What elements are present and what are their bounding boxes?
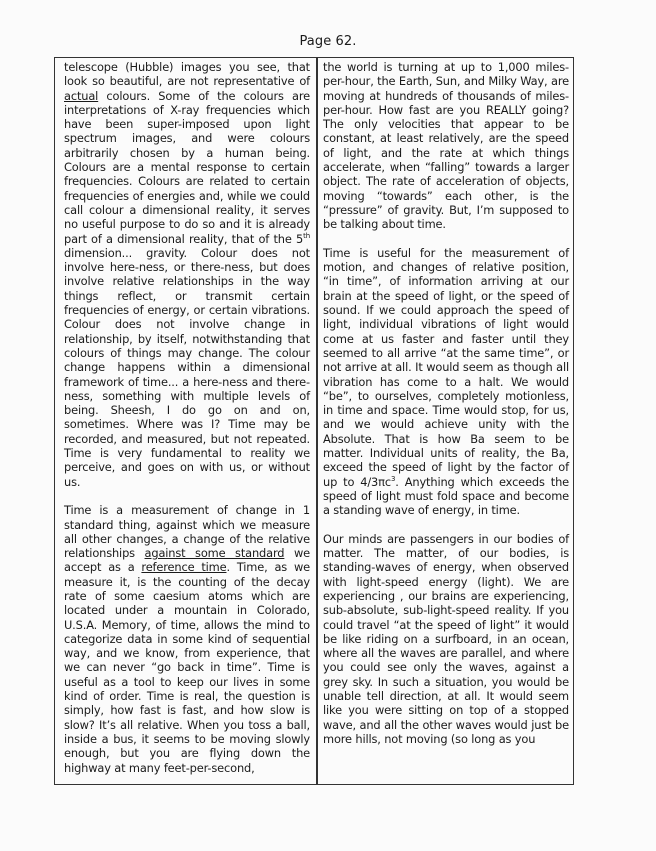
paragraph-velocities: the world is turning at up to 1,000 miles-per-hour, the Earth, Sun, and Milky Way, are moving at hundreds of thousands of miles-per-hour. How fast are you REALLY going? The only velocities that appear to be constant, at least relatively, are the speed of light, and the rate at which things accelerate, when “falling” towards a larger object. The rate of acceleration of objects, moving “towards” each other, is the “pressure” of gravity. But, I’m supposed to be talking about time. [323,60,569,232]
page-number: Page 62. [299,34,357,49]
underlined-against-some-standard: against some standard [144,546,285,561]
right-column [323,60,569,746]
paragraph-time-measurement: Time is a measurement of change in 1 standard thing, against which we measure all other changes, a change of the relative relationships against some standard we accept as a reference time. Time, as we measure it, is the counting of the decay rate of some caesium atoms which are located under a mountain in Colorado, U.S.A. Memory, of time, allows the mind to categorize data in some kind of sequential way, and we know, from experience, that we can never “go back in time”. Time is useful as a tool to keep our lives in some kind of order. Time is real, the question is simply, how fast is fast, and how slow is slow? It’s all relative. When you toss a ball, inside a bus, it seems to be moving slowly enough, but you are flying down the highway at many feet-per-second, [64,503,310,775]
two-column-text-frame [54,57,574,785]
paragraph-time-useful: Time is useful for the measurement of motion, and changes of relative position, “in time”, of information arriving at our brain at the speed of light, or the speed of sound. If we could approach the speed of light, individual vibrations of light would come at us faster and faster until they seemed to all arrive “at the same time”, or not arrive at all. It would seem as though all vibration has come to a halt. We would “be”, to ourselves, completely motionless, in time and space. Time would stop, for us, and we would achieve unity with the Absolute. That is how Ba seem to be matter. Individual units of reality, the Ba, exceed the speed of light by the factor of up to $4/3\pi c^3$. Anything which exceeds the speed of light must fold space and become a standing wave of energy, in time. [323,245,570,518]
column-divider [316,58,318,784]
underlined-actual: actual [64,88,99,103]
underlined-reference-time: reference time [141,560,227,575]
left-column [64,60,310,775]
paragraph-colours: telescope (Hubble) images you see, that look so beautiful, are not representative of actual colours. Some of the colours are interpretations of X-ray frequencies which have been super-imposed upon light spectrum images, and were colours arbitrarily chosen by a human being. Colours are a mental response to certain frequencies. Colours are related to certain frequencies of energies and, while we could call colour a dimensional reality, it serves no useful purpose to do so and it is already part of a dimensional reality, that of the 5th dimension... gravity. Colour does not involve here-ness, or there-ness, but does involve relative relationships in the way things reflect, or transmit certain frequencies of energy, or certain vibrations. Colour does not involve change in relationship, by itself, notwithstanding that colours of things may change. The colour change happens within a dimensional framework of time... a here-ness and there-ness, something with multiple levels of being. Sheesh, I do go on and on, sometimes. Where was I? Time may be recorded, and measured, but not repeated. Time is very fundamental to reality we perceive, and goes on with us, or without us. [64,60,310,489]
paragraph-minds-passengers: Our minds are passengers in our bodies of matter. The matter, of our bodies, is standing-waves of energy, when observed with light-speed energy (light). We are experiencing , our brains are experiencing, sub-absolute, sub-light-speed reality. If you could travel “at the speed of light” it would be like riding on a surfboard, in an ocean, where all the waves are parallel, and where you could see only the waves, against a grey sky. In such a situation, you would be unable tell direction, at all. It would seem like you were sitting on top of a stopped wave, and all the other waves would just be more hills, not moving (so long as you [323,531,569,746]
